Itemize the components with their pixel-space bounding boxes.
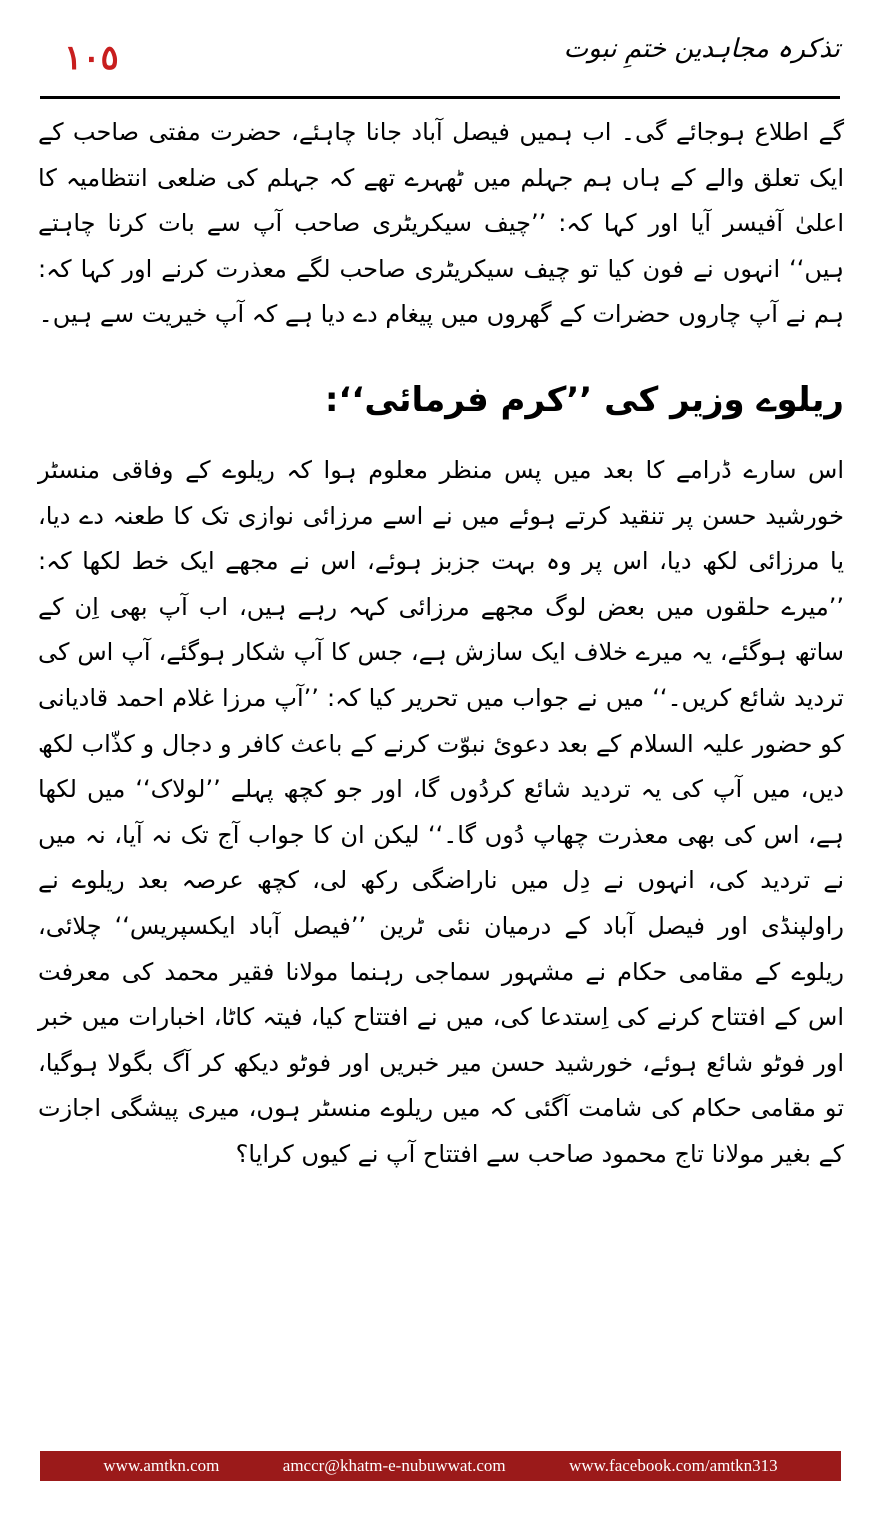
page-body xyxy=(38,110,844,1177)
header-divider xyxy=(40,96,840,99)
footer-website-link[interactable]: www.amtkn.com xyxy=(103,1456,220,1475)
paragraph-1: گے اطلاع ہوجائے گی۔ اب ہمیں فیصل آباد جانا چاہئے، حضرت مفتی صاحب کے ایک تعلق والے کے ہاں ہم جہلم میں ٹھہرے تھے کہ جہلم کی ضلعی انتظامیہ کا اعلیٰ آفیسر آیا اور کہا کہ: ’’چیف سیکریٹری صاحب آپ سے بات کرنا چاہتے ہیں‘‘ انہوں نے فون کیا تو چیف سیکریٹری صاحب لگے معذرت کرنے اور کہا کہ: ہم نے آپ چاروں حضرات کے گھروں میں پیغام دے دیا ہے کہ آپ خیریت سے ہیں۔ xyxy=(38,118,844,329)
page-number: ١٠٥ xyxy=(64,38,119,78)
page-footer xyxy=(40,1451,841,1481)
footer-facebook-link[interactable]: www.facebook.com/amtkn313 xyxy=(569,1456,778,1475)
running-title: تذکرہ مجاہدین ختمِ نبوت xyxy=(563,34,840,64)
page-header xyxy=(40,22,840,92)
section-heading: ریلوے وزیر کی ’’کرم فرمائی‘‘: xyxy=(324,379,844,420)
paragraph-2: اس سارے ڈرامے کا بعد میں پس منظر معلوم ہوا کہ ریلوے کے وفاقی منسٹر خورشید حسن پر تنقید کرتے ہوئے میں نے اسے مرزائی نوازی تک کا طعنہ دے دیا، یا مرزائی لکھ دیا، اس پر وہ بہت جزبز ہوئے، اس نے مجھے ایک خط لکھا کہ: ’’میرے حلقوں میں بعض لوگ مجھے مرزائی کہہ رہے ہیں، اب آپ بھی اِن کے ساتھ ہوگئے، یہ میرے خلاف ایک سازش ہے، جس کا آپ شکار ہوگئے، آپ اس کی تردید شائع کریں۔‘‘ میں نے جواب میں تحریر کیا کہ: ’’آپ مرزا غلام احمد قادیانی کو حضور علیہ السلام کے بعد دعویٔ نبوّت کرنے کے باعث کافر و دجال و کذّاب لکھ دیں، میں آپ کی یہ تردید شائع کردُوں گا، اور جو کچھ پہلے ’’لولاک‘‘ میں لکھا ہے، اس کی بھی معذرت چھاپ دُوں گا۔‘‘ لیکن ان کا جواب آج تک نہ آیا، نہ میں نے تردید کی، انہوں نے دِل میں ناراضگی رکھ لی، کچھ عرصہ بعد ریلوے نے راولپنڈی اور فیصل آباد کے درمیان نئی ٹرین ’’فیصل آباد ایکسپریس‘‘ چلائی، ریلوے کے مقامی حکام نے مشہور سماجی رہنما مولانا فقیر محمد کی معرفت اس کے افتتاح کرنے کی اِستدعا کی، میں نے افتتاح کیا، فیتہ کاٹا، اخبارات میں خبر اور فوٹو شائع ہوئے، خورشید حسن میر خبریں اور فوٹو دیکھ کر آگ بگولا ہوگیا، تو مقامی حکام کی شامت آگئی کہ میں ریلوے منسٹر ہوں، میری پیشگی اجازت کے بغیر مولانا تاج محمود صاحب سے افتتاح آپ نے کیوں کرایا؟ xyxy=(38,455,844,1168)
footer-email-link[interactable]: amccr@khatm-e-nubuwwat.com xyxy=(282,1456,506,1475)
